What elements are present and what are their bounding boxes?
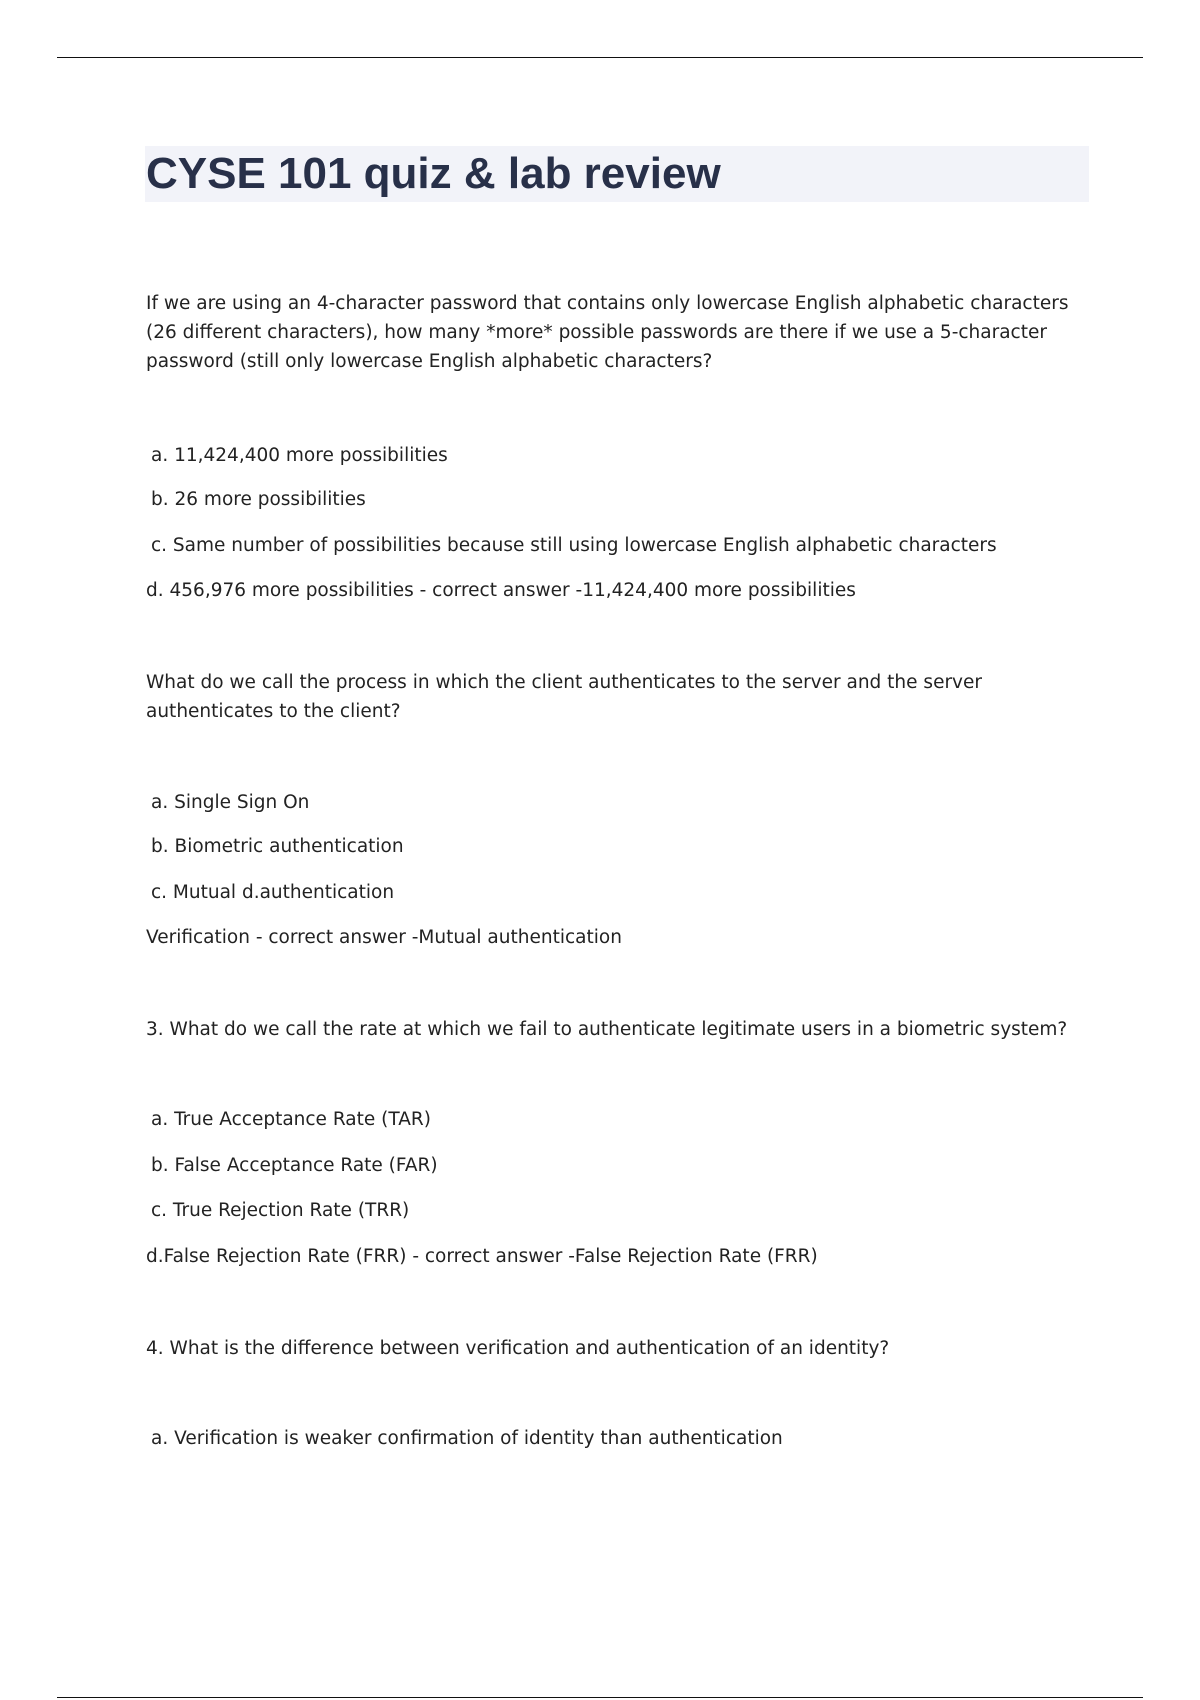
- question-1-option-a: a. 11,424,400 more possibilities: [151, 445, 448, 466]
- question-2-option-c: c. Mutual d.authentication: [151, 882, 395, 903]
- bottom-rule: [57, 1697, 1143, 1698]
- question-2-option-a: a. Single Sign On: [151, 792, 310, 813]
- top-rule: [57, 57, 1143, 58]
- question-2-option-b: b. Biometric authentication: [151, 836, 404, 857]
- question-1-option-d-answer: d. 456,976 more possibilities - correct answer -11,424,400 more possibilities: [146, 580, 856, 601]
- page-title: CYSE 101 quiz & lab review: [146, 149, 721, 198]
- question-3-text: 3. What do we call the rate at which we fail to authenticate legitimate users in a biometric system?: [146, 1019, 1068, 1040]
- question-3-option-c: c. True Rejection Rate (TRR): [151, 1200, 410, 1221]
- question-1-text: If we are using an 4-character password that contains only lowercase English alphabetic characters (26 different characters), how many *more* possible passwords are there if we use a 5-character password (still only lowercase English alphabetic characters?: [146, 293, 1069, 372]
- question-2-text: What do we call the process in which the client authenticates to the server and the server authenticates to the client?: [146, 672, 982, 722]
- question-2-answer: Verification - correct answer -Mutual authentication: [146, 927, 622, 948]
- question-4-option-a: a. Verification is weaker confirmation of identity than authentication: [151, 1428, 783, 1449]
- question-1-option-b: b. 26 more possibilities: [151, 489, 366, 510]
- question-1-option-c: c. Same number of possibilities because still using lowercase English alphabetic characters: [151, 535, 997, 556]
- question-3-option-a: a. True Acceptance Rate (TAR): [151, 1109, 431, 1130]
- question-4-text: 4. What is the difference between verification and authentication of an identity?: [146, 1338, 890, 1359]
- question-3-option-d-answer: d.False Rejection Rate (FRR) - correct answer -False Rejection Rate (FRR): [146, 1246, 818, 1267]
- question-3-option-b: b. False Acceptance Rate (FAR): [151, 1155, 438, 1176]
